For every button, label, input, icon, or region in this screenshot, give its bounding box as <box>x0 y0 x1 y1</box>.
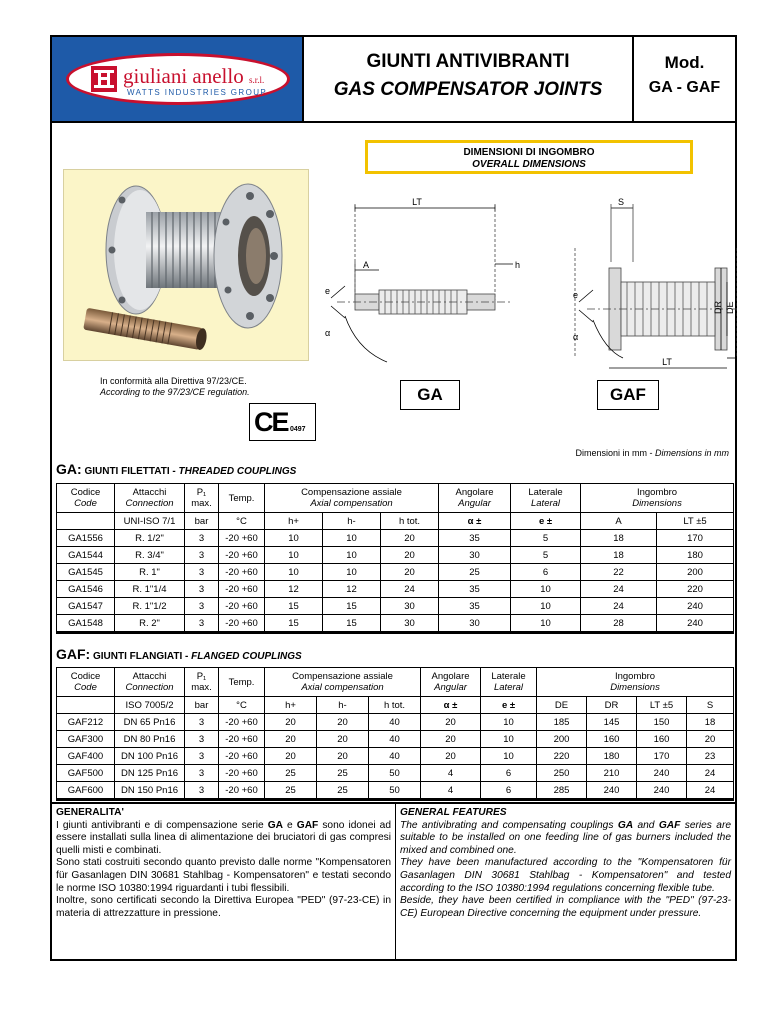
gaf-lt-label: LT <box>662 357 672 367</box>
table-cell: 12 <box>265 581 323 598</box>
table-cell: 240 <box>637 782 687 800</box>
table-cell: 20 <box>265 731 317 748</box>
col-lateral: Laterale Lateral <box>481 668 537 697</box>
gaf-dr-label: DR <box>713 301 723 314</box>
dimensions-title-italian: DIMENSIONI DI INGOMBRO <box>463 147 595 158</box>
ga-label: GA <box>400 380 460 410</box>
company-group: WATTS INDUSTRIES GROUP <box>127 88 268 97</box>
table-cell: 180 <box>587 748 637 765</box>
table-cell: 10 <box>265 530 323 547</box>
table-cell: 24 <box>581 581 657 598</box>
table-cell: 10 <box>481 714 537 731</box>
dimensions-title-english: OVERALL DIMENSIONS <box>472 159 586 170</box>
gaf-units-row: ISO 7005/2 bar °C h+ h- h tot. α ± e ± DE DR LT ±5 S <box>57 697 734 714</box>
english-paragraph-2: They have been manufactured according to the "Kompensatoren für Gasanlagen DIN 30681 Stahlbag - Kompensatoren" and tested according to the ISO 10380:1994 regulations concerning flexible tube. <box>400 857 731 894</box>
table-cell: 15 <box>323 598 381 615</box>
table-cell: 22 <box>581 564 657 581</box>
table-cell: 40 <box>369 731 421 748</box>
table-cell: 3 <box>185 765 219 782</box>
table-row <box>57 714 734 731</box>
general-features-english <box>396 804 735 961</box>
table-cell: 20 <box>381 564 439 581</box>
ga-units-row: UNI-ISO 7/1 bar °C h+ h- h tot. α ± e ± A LT ±5 <box>57 513 734 530</box>
table-cell: GA1547 <box>57 598 115 615</box>
table-cell: 28 <box>581 615 657 633</box>
table-cell: 35 <box>439 581 511 598</box>
col-angular: Angolare Angular <box>421 668 481 697</box>
table-cell: 3 <box>185 615 219 633</box>
ga-alpha-label: α <box>325 328 331 338</box>
company-name: giuliani anello s.r.l. <box>123 64 265 88</box>
model-box <box>634 37 735 121</box>
table-cell: 210 <box>587 765 637 782</box>
table-cell: 20 <box>421 731 481 748</box>
table-cell: DN 125 Pn16 <box>115 765 185 782</box>
table-cell: 3 <box>185 547 219 564</box>
table-cell: GAF500 <box>57 765 115 782</box>
table-cell: 220 <box>537 748 587 765</box>
table-cell: 20 <box>421 714 481 731</box>
table-cell: 200 <box>537 731 587 748</box>
table-cell: DN 80 Pn16 <box>115 731 185 748</box>
table-cell: GAF212 <box>57 714 115 731</box>
table-cell: 18 <box>581 530 657 547</box>
table-cell: R. 3/4" <box>115 547 185 564</box>
table-cell: 220 <box>657 581 734 598</box>
table-cell: 35 <box>439 530 511 547</box>
table-cell: GA1556 <box>57 530 115 547</box>
table-cell: 10 <box>323 530 381 547</box>
table-cell: 20 <box>317 731 369 748</box>
footer-text <box>52 802 735 961</box>
table-cell: 285 <box>537 782 587 800</box>
gaf-e-label: e <box>573 290 579 300</box>
table-cell: 10 <box>511 598 581 615</box>
table-cell: GA1548 <box>57 615 115 633</box>
table-cell: 18 <box>687 714 734 731</box>
col-axial: Compensazione assiale Axial compensation <box>265 668 421 697</box>
table-cell: 20 <box>687 731 734 748</box>
table-cell: -20 +60 <box>219 714 265 731</box>
table-cell: 15 <box>265 615 323 633</box>
table-cell: 3 <box>185 714 219 731</box>
ga-e-label: e <box>325 286 331 296</box>
table-cell: 5 <box>511 547 581 564</box>
table-cell: 30 <box>439 615 511 633</box>
table-cell: R. 1"1/4 <box>115 581 185 598</box>
table-cell: 3 <box>185 564 219 581</box>
table-cell: DN 100 Pn16 <box>115 748 185 765</box>
col-code: Codice Code <box>57 484 115 513</box>
gaf-s-label: S <box>617 197 625 207</box>
col-connection: Attacchi Connection <box>115 484 185 513</box>
table-cell: R. 1" <box>115 564 185 581</box>
col-dimensions: Ingombro Dimensions <box>537 668 734 697</box>
table-cell: 20 <box>265 714 317 731</box>
table-cell: -20 +60 <box>219 530 265 547</box>
table-cell: 25 <box>317 765 369 782</box>
table-cell: 23 <box>687 748 734 765</box>
col-connection: Attacchi Connection <box>115 668 185 697</box>
table-cell: 15 <box>265 598 323 615</box>
italian-paragraph-1: I giunti antivibranti e di compensazione serie GA e GAF sono idonei ad essere installati sulla linea di alimentazione dei bruciatori di gas compresi quelli misti e combinati. <box>56 819 391 856</box>
gaf-alpha-label: α <box>573 332 579 342</box>
gaf-table-body <box>57 714 734 800</box>
table-cell: 3 <box>185 748 219 765</box>
table-cell: 4 <box>421 765 481 782</box>
table-cell: 20 <box>381 530 439 547</box>
table-row <box>57 564 734 581</box>
ga-section-title: GA: GIUNTI FILETTATI - THREADED COUPLINGS <box>56 461 297 477</box>
table-cell: -20 +60 <box>219 748 265 765</box>
table-cell: -20 +60 <box>219 564 265 581</box>
table-cell: R. 1/2" <box>115 530 185 547</box>
table-cell: GA1544 <box>57 547 115 564</box>
company-logo <box>52 37 304 121</box>
table-cell: 4 <box>421 782 481 800</box>
table-row <box>57 765 734 782</box>
english-heading: GENERAL FEATURES <box>400 807 507 818</box>
table-row <box>57 615 734 633</box>
ga-a-label: A <box>363 260 370 270</box>
ga-table <box>56 483 734 634</box>
english-paragraph-3: Beside, they have been certified in compliance with the "PED" (97-23-CE) European Directive concerning the equipment under pressure. <box>400 895 731 919</box>
table-cell: GAF300 <box>57 731 115 748</box>
table-cell: 240 <box>657 598 734 615</box>
table-cell: 20 <box>381 547 439 564</box>
logo-mark-icon <box>91 66 117 92</box>
ga-drawing <box>331 204 513 362</box>
table-row <box>57 530 734 547</box>
table-cell: 15 <box>323 615 381 633</box>
table-cell: -20 +60 <box>219 765 265 782</box>
table-cell: 50 <box>369 765 421 782</box>
ga-table-header <box>57 484 734 513</box>
table-cell: -20 +60 <box>219 581 265 598</box>
table-cell: 160 <box>587 731 637 748</box>
col-code: Codice Code <box>57 668 115 697</box>
table-cell: GA1546 <box>57 581 115 598</box>
table-row <box>57 581 734 598</box>
product-photo <box>63 169 309 361</box>
gaf-section-title: GAF: GIUNTI FLANGIATI - FLANGED COUPLINGS <box>56 646 302 662</box>
table-cell: 25 <box>265 782 317 800</box>
table-cell: 25 <box>439 564 511 581</box>
table-cell: -20 +60 <box>219 782 265 800</box>
table-row <box>57 782 734 800</box>
conformity-english: According to the 97/23/CE regulation. <box>100 387 250 397</box>
table-cell: 20 <box>265 748 317 765</box>
table-row <box>57 547 734 564</box>
dimension-drawings <box>317 190 737 375</box>
gaf-table-header <box>57 668 734 697</box>
table-cell: 25 <box>317 782 369 800</box>
table-cell: 10 <box>265 547 323 564</box>
table-cell: 170 <box>657 530 734 547</box>
datasheet <box>50 35 737 961</box>
table-cell: 170 <box>637 748 687 765</box>
col-temp: Temp. <box>219 668 265 697</box>
table-cell: R. 1"1/2 <box>115 598 185 615</box>
model-value: GA - GAF <box>648 79 721 96</box>
table-row <box>57 731 734 748</box>
table-cell: 240 <box>657 615 734 633</box>
table-cell: GAF400 <box>57 748 115 765</box>
english-paragraph-1: The antivibrating and compensating couplings GA and GAF series are suitable to be installed on one feeding line of gas burners included the mixed and combined one. <box>400 819 731 856</box>
table-cell: 6 <box>481 765 537 782</box>
col-axial: Compensazione assiale Axial compensation <box>265 484 439 513</box>
table-cell: 30 <box>381 598 439 615</box>
table-cell: DN 65 Pn16 <box>115 714 185 731</box>
table-cell: 40 <box>369 748 421 765</box>
table-cell: 10 <box>511 615 581 633</box>
document-title <box>304 37 634 121</box>
gaf-drawing <box>575 204 737 368</box>
table-cell: 10 <box>481 748 537 765</box>
ga-table-body <box>57 530 734 633</box>
table-cell: 200 <box>657 564 734 581</box>
header <box>52 37 735 123</box>
table-cell: 24 <box>381 581 439 598</box>
gaf-de-label: DE <box>725 301 735 314</box>
table-cell: 240 <box>587 782 637 800</box>
gaf-table <box>56 667 734 801</box>
table-cell: 30 <box>381 615 439 633</box>
table-cell: 24 <box>581 598 657 615</box>
general-features-italian <box>52 804 396 961</box>
conformity-note <box>100 376 250 398</box>
table-cell: DN 150 Pn16 <box>115 782 185 800</box>
table-cell: 24 <box>687 782 734 800</box>
table-cell: 150 <box>637 714 687 731</box>
units-note: Dimensioni in mm - Dimensions in mm <box>575 448 729 458</box>
table-row <box>57 598 734 615</box>
table-cell: 3 <box>185 731 219 748</box>
italian-paragraph-3: Inoltre, sono certificati secondo la Direttiva Europea "PED" (97-23-CE) in materia di attrezzatture in pressione. <box>56 895 391 919</box>
col-pressure: P₁ max. <box>185 484 219 513</box>
table-cell: 6 <box>511 564 581 581</box>
table-cell: 185 <box>537 714 587 731</box>
table-cell: -20 +60 <box>219 731 265 748</box>
table-cell: 12 <box>323 581 381 598</box>
table-cell: 10 <box>511 581 581 598</box>
col-lateral: Laterale Lateral <box>511 484 581 513</box>
dimensions-title <box>365 140 693 174</box>
table-cell: 35 <box>439 598 511 615</box>
ga-h-label: h <box>515 260 521 270</box>
title-italian: GIUNTI ANTIVIBRANTI <box>366 51 570 72</box>
table-cell: 180 <box>657 547 734 564</box>
table-cell: 20 <box>317 748 369 765</box>
table-cell: 50 <box>369 782 421 800</box>
table-cell: 3 <box>185 598 219 615</box>
table-cell: 145 <box>587 714 637 731</box>
table-cell: 3 <box>185 782 219 800</box>
table-cell: 5 <box>511 530 581 547</box>
table-cell: 10 <box>323 547 381 564</box>
table-cell: -20 +60 <box>219 598 265 615</box>
table-cell: 24 <box>687 765 734 782</box>
table-cell: 20 <box>317 714 369 731</box>
ce-notified-body: 0497 <box>290 426 306 433</box>
table-cell: 250 <box>537 765 587 782</box>
table-cell: -20 +60 <box>219 615 265 633</box>
table-cell: 3 <box>185 581 219 598</box>
table-cell: 30 <box>439 547 511 564</box>
title-english: GAS COMPENSATOR JOINTS <box>333 79 603 100</box>
table-cell: 25 <box>265 765 317 782</box>
table-row <box>57 748 734 765</box>
col-temp: Temp. <box>219 484 265 513</box>
table-cell: 40 <box>369 714 421 731</box>
logo-oval <box>66 53 290 105</box>
ga-lt-label: LT <box>412 197 422 207</box>
table-cell: 18 <box>581 547 657 564</box>
table-cell: R. 2" <box>115 615 185 633</box>
table-cell: 10 <box>265 564 323 581</box>
table-cell: GA1545 <box>57 564 115 581</box>
col-pressure: P₁ max. <box>185 668 219 697</box>
table-cell: 20 <box>421 748 481 765</box>
table-cell: 6 <box>481 782 537 800</box>
table-cell: 3 <box>185 530 219 547</box>
ce-mark-icon <box>249 403 316 441</box>
ce-mark-text: CE <box>254 407 288 437</box>
table-cell: 10 <box>323 564 381 581</box>
table-cell: 240 <box>637 765 687 782</box>
col-angular: Angolare Angular <box>439 484 511 513</box>
table-cell: GAF600 <box>57 782 115 800</box>
conformity-italian: In conformità alla Direttiva 97/23/CE. <box>100 376 247 386</box>
italian-heading: GENERALITA' <box>56 807 124 818</box>
italian-paragraph-2: Sono stati costruiti secondo quanto previsto dalle norme "Kompensatoren für Gasanlagen DIN 30681 Stahlbag - Kompensatoren" e testati secondo le norme ISO 10380:1994 riguardanti i tubi flessibili. <box>56 857 391 894</box>
table-cell: -20 +60 <box>219 547 265 564</box>
table-cell: 10 <box>481 731 537 748</box>
table-cell: 160 <box>637 731 687 748</box>
col-dimensions: Ingombro Dimensions <box>581 484 734 513</box>
gaf-label: GAF <box>597 380 659 410</box>
model-label: Mod. <box>664 53 705 72</box>
